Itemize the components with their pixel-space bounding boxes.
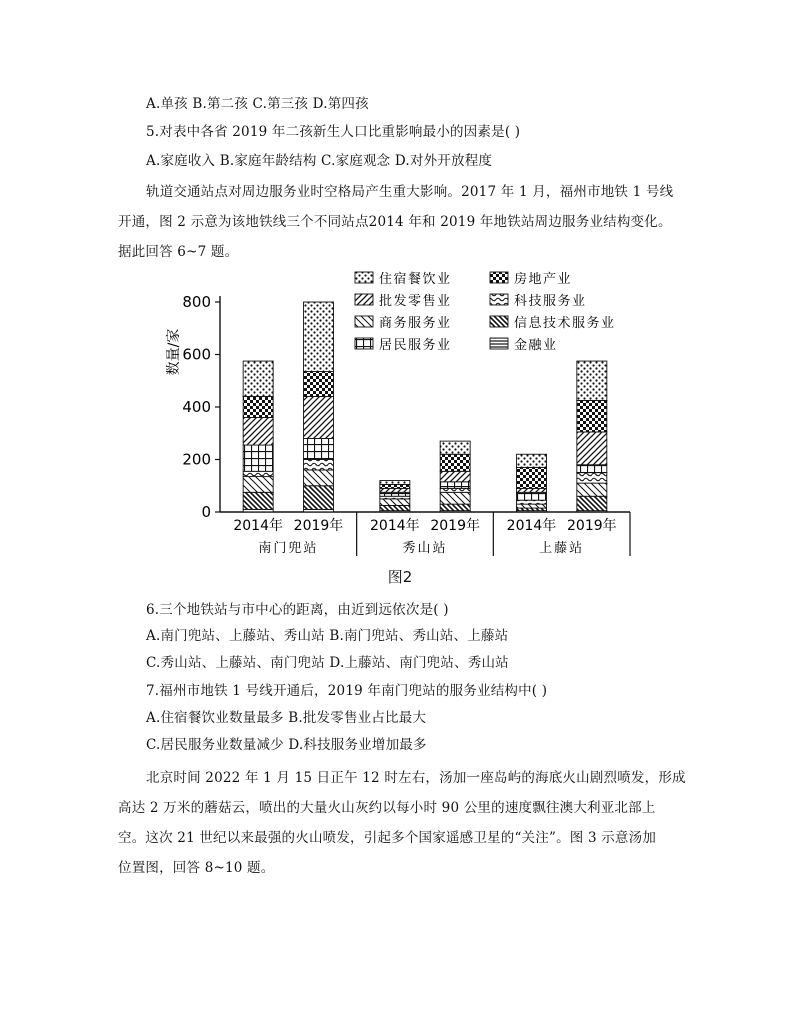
bar-segment [440, 504, 470, 511]
y-tick-label: 600 [182, 345, 211, 364]
passage2-line-3: 空。这次 21 世纪以来最强的火山喷发，引起多个国家遥感卫星的“关注”。图 3 示意汤加 [118, 830, 657, 846]
bar-segment [380, 499, 410, 506]
legend-swatch [355, 272, 373, 283]
group-label: 秀山站 [402, 541, 448, 556]
legend-swatch [490, 272, 508, 283]
bar-segment [440, 482, 470, 489]
legend-label: 批发零售业 [379, 294, 452, 309]
group-label: 南门兜站 [258, 541, 319, 556]
legend-swatch [490, 338, 508, 349]
figure-title: 图2 [387, 568, 413, 586]
q7-stem: 7.福州市地铁 1 号线开通后，2019 年南门兜站的服务业结构中( ) [146, 683, 548, 699]
bar-segment [243, 492, 273, 509]
legend-label: 居民服务业 [379, 338, 452, 353]
legend-label: 信息技术服务业 [514, 316, 616, 331]
y-axis-label: 数量/家 [166, 328, 182, 376]
bar-segment [517, 454, 547, 467]
bar-segment [304, 302, 334, 372]
stacked-bar-chart [160, 262, 640, 572]
legend-label: 科技服务业 [514, 294, 587, 309]
bar-segment [577, 432, 607, 465]
passage1-line-2: 开通，图 2 示意为该地铁线三个不同站点2014 年和 2019 年地铁站周边服务业结构变化。 [118, 214, 672, 230]
legend-label: 金融业 [514, 338, 558, 353]
x-tick-label: 2014年 [233, 518, 283, 534]
bar-segment [517, 488, 547, 492]
bar-segment [380, 481, 410, 485]
q7-option-row-1: A.住宿餐饮业数量最多 B.批发零售业占比最大 [146, 710, 427, 726]
group-label: 上藤站 [539, 541, 585, 556]
bar-segment [577, 473, 607, 484]
figure-2-chart [160, 262, 640, 592]
bar-segment [243, 477, 273, 493]
bar-segment [243, 361, 273, 396]
q5-stem: 5.对表中各省 2019 年二孩新生人口比重影响最小的因素是( ) [146, 124, 521, 140]
bar-segment [577, 496, 607, 510]
y-tick-label: 0 [201, 503, 211, 521]
bar-segment [304, 486, 334, 510]
bar-segment [243, 418, 273, 446]
bar-segment [577, 400, 607, 432]
bar-segment [304, 397, 334, 439]
passage2-line-1: 北京时间 2022 年 1 月 15 日正午 12 时左右，汤加一座岛屿的海底火山剧烈喷发，形成 [146, 770, 686, 786]
bar-segment [243, 471, 273, 476]
legend-label: 商务服务业 [379, 316, 452, 331]
bar-segment [304, 460, 334, 471]
bar-segment [440, 492, 470, 504]
bar-segment [577, 361, 607, 400]
bar-segment [517, 492, 547, 500]
x-tick-label: 2019年 [430, 518, 480, 534]
legend-swatch [355, 294, 373, 305]
bar-segment [243, 445, 273, 471]
q4-options: A.单孩 B.第二孩 C.第三孩 D.第四孩 [146, 96, 369, 112]
bar-segment [440, 454, 470, 471]
legend-label: 房地产业 [514, 272, 573, 287]
passage1-line-3: 据此回答 6~7 题。 [118, 244, 239, 260]
legend-swatch [355, 338, 373, 349]
bar-segment [517, 500, 547, 504]
bar-segment [440, 441, 470, 454]
q7-option-row-2: C.居民服务业数量减少 D.科技服务业增加最多 [146, 737, 427, 753]
x-tick-label: 2019年 [567, 518, 617, 534]
bar-segment [380, 505, 410, 510]
bar-segment [304, 470, 334, 486]
bar-segment [577, 483, 607, 496]
legend-swatch [490, 294, 508, 305]
y-tick-label: 200 [182, 450, 211, 469]
y-tick-label: 400 [182, 398, 211, 416]
q6-option-row-1: A.南门兜站、上藤站、秀山站 B.南门兜站、秀山站、上藤站 [146, 628, 509, 644]
q6-stem: 6.三个地铁站与市中心的距离，由近到远依次是( ) [146, 602, 449, 618]
bar-segment [243, 397, 273, 418]
y-tick-label: 800 [182, 293, 211, 311]
q6-option-row-2: C.秀山站、上藤站、南门兜站 D.上藤站、南门兜站、秀山站 [146, 655, 509, 671]
legend-swatch [490, 316, 508, 327]
q5-options: A.家庭收入 B.家庭年龄结构 C.家庭观念 D.对外开放程度 [146, 153, 493, 169]
x-tick-label: 2019年 [293, 518, 344, 534]
bar-segment [304, 439, 334, 460]
bar-segment [380, 488, 410, 492]
legend-label: 住宿餐饮业 [379, 272, 452, 287]
x-tick-label: 2014年 [506, 518, 557, 534]
legend-swatch [355, 316, 373, 327]
bar-segment [380, 484, 410, 488]
bar-segment [577, 465, 607, 473]
bar-segment [517, 504, 547, 508]
bar-segment [304, 372, 334, 397]
bar-segment [517, 467, 547, 488]
passage2-line-2: 高达 2 万米的蘑菇云，喷出的大量火山灰约以每小时 90 公里的速度飘往澳大利亚北部上 [118, 800, 656, 816]
x-tick-label: 2014年 [370, 518, 420, 534]
bar-segment [440, 488, 470, 492]
bar-segment [380, 492, 410, 496]
passage2-line-4: 位置图，回答 8~10 题。 [118, 860, 275, 876]
bar-segment [440, 471, 470, 482]
passage1-line-1: 轨道交通站点对周边服务业时空格局产生重大影响。2017 年 1 月，福州市地铁 1 号线 [146, 184, 674, 200]
